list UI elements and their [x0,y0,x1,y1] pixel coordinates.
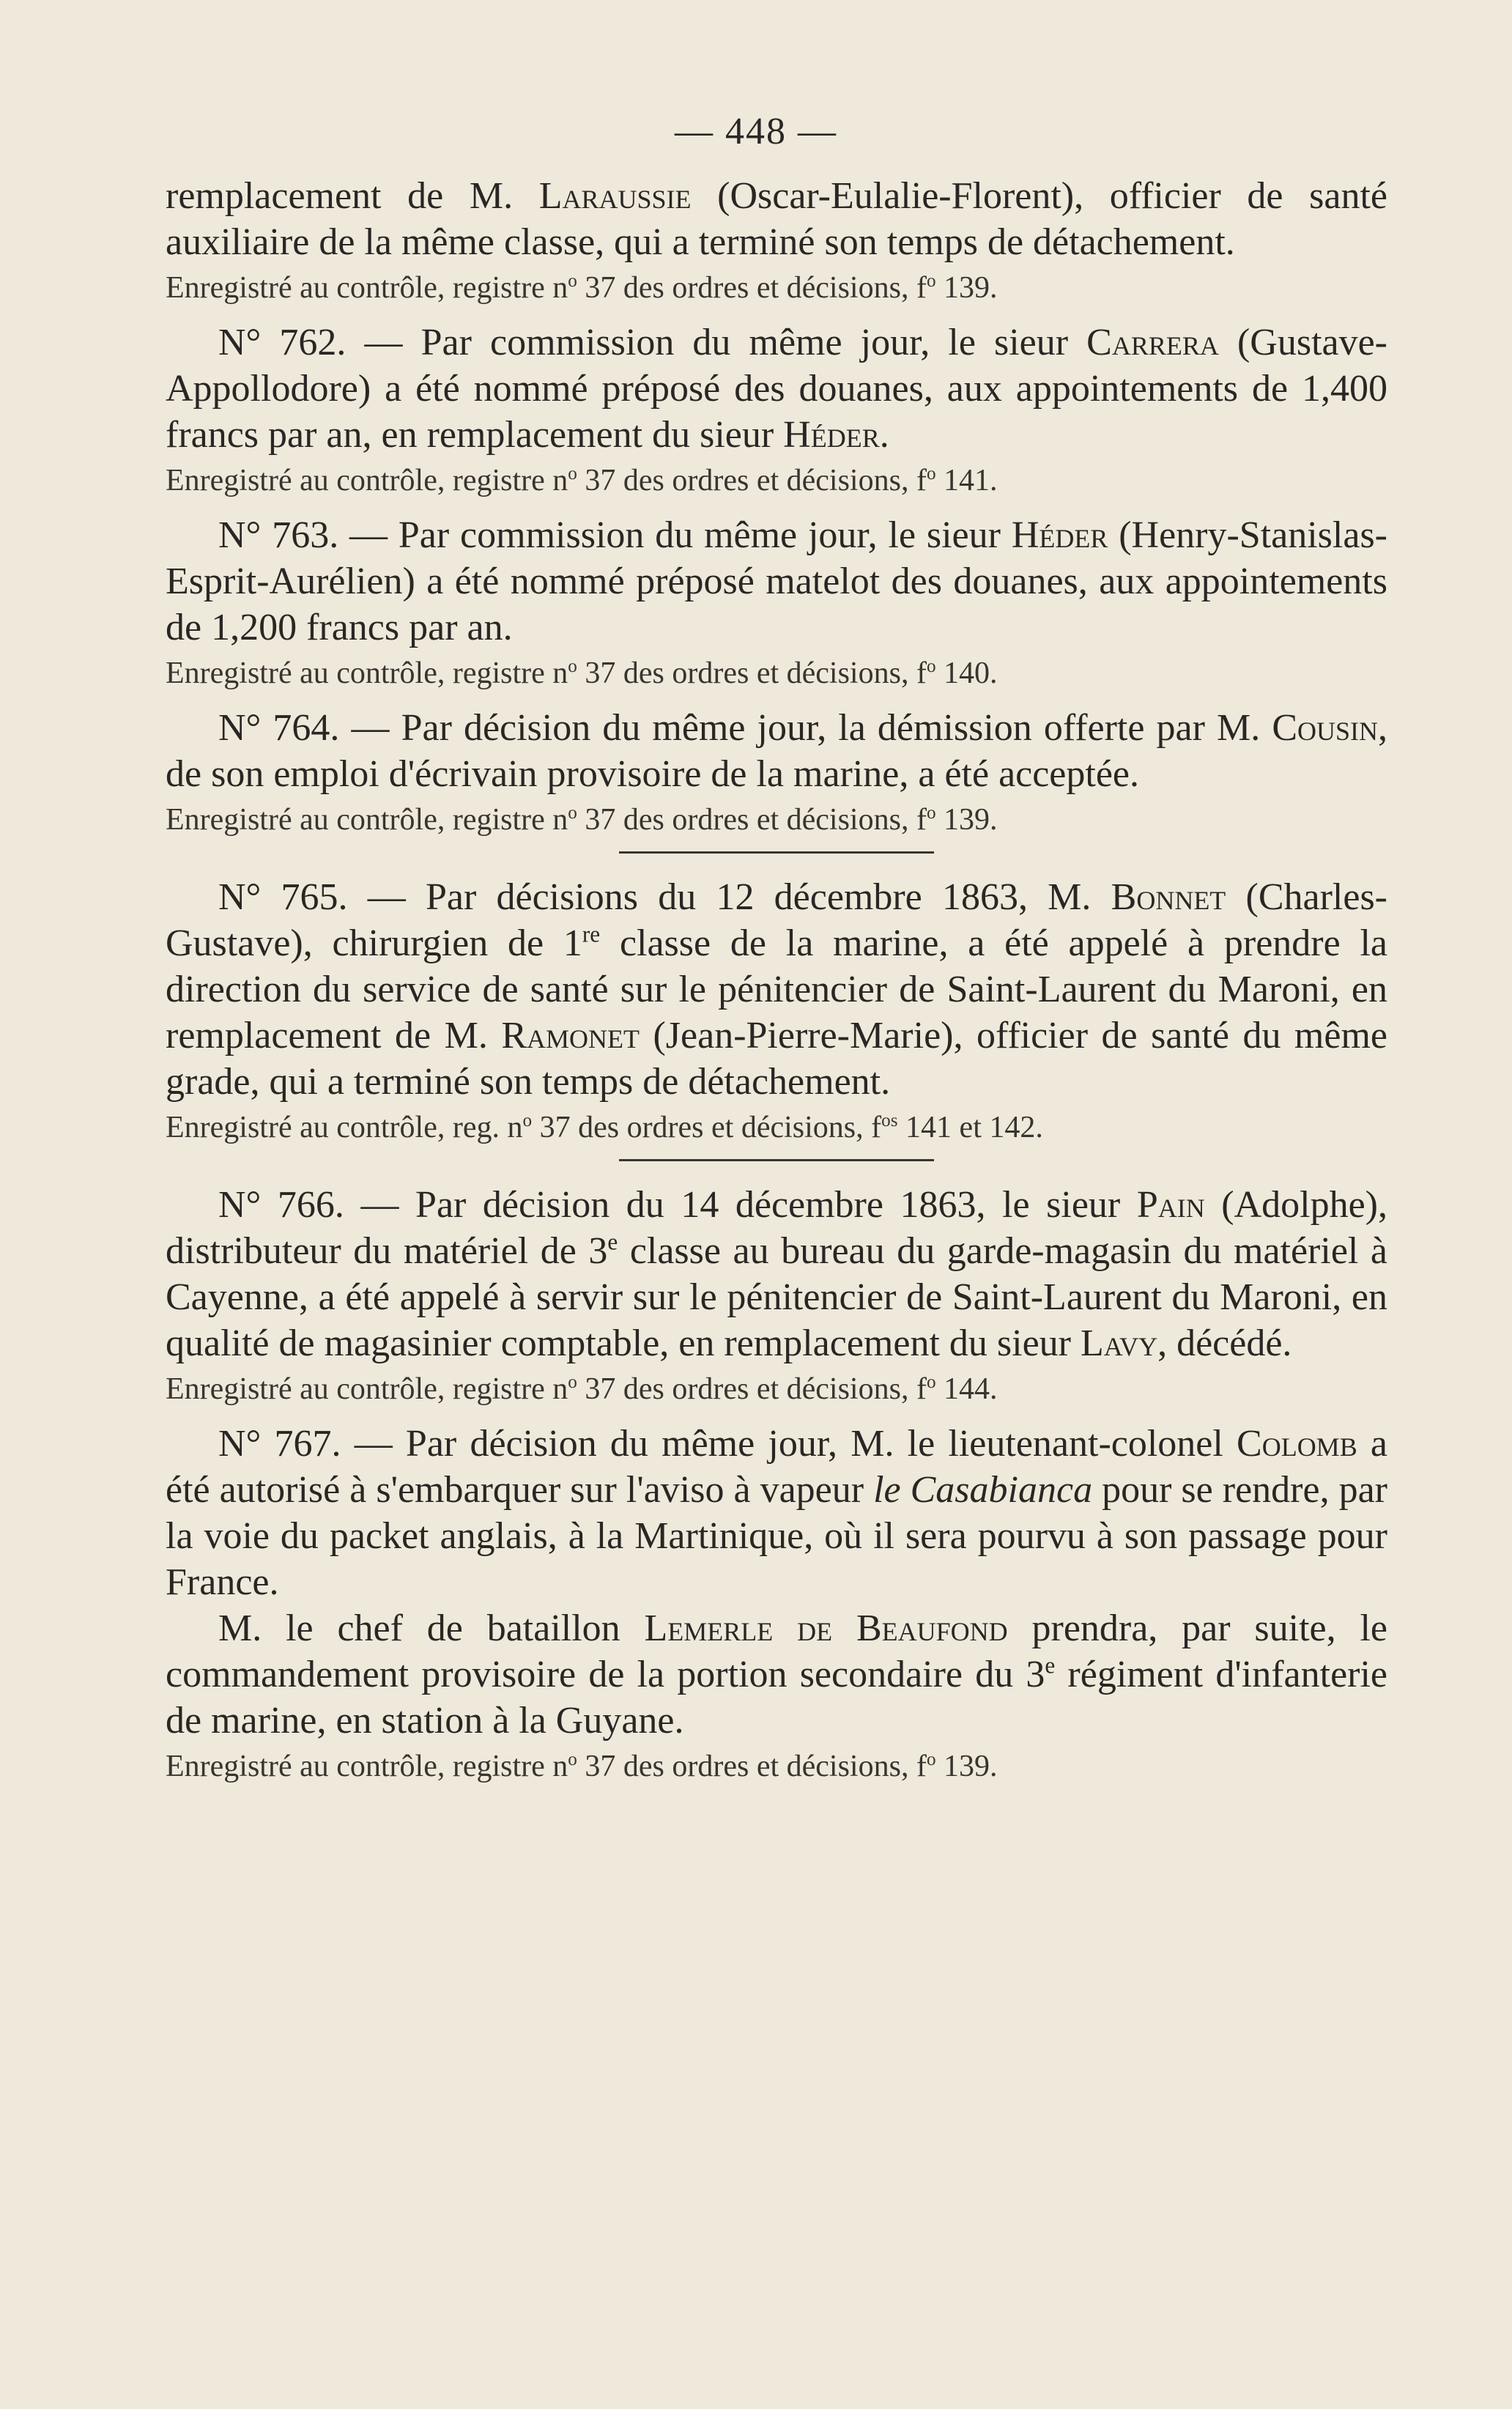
registration-note [166,1371,1387,1407]
superscript: o [522,1111,533,1131]
paragraph-continuation [166,173,1387,265]
text: Enregistré au contrôle, registre n [166,464,568,497]
superscript: o [926,803,936,823]
superscript: o [568,464,577,484]
page-number: — 448 — [675,111,837,152]
text: (Gustave-Appollodore) a été nommé préposé des douanes, aux appointements de 1,400 francs par an, en remplacement du sieur [166,322,1388,456]
text: (Adolphe), distributeur du matériel de 3 [166,1184,1387,1272]
text: Enregistré au contrôle, reg. n [166,1111,523,1144]
section-divider [619,1159,934,1161]
text: classe de la marine, a été appelé à prendre la direction du service de santé sur le pénitencier de Saint-Laurent du Maroni, en remplacement de M. [166,922,1387,1057]
registration-note [166,1748,1387,1785]
text: Enregistré au contrôle, registre n [166,656,568,690]
text: prendra, par suite, le commandement provisoire de la portion secondaire du 3 [166,1607,1387,1695]
text: 141 et 142. [897,1111,1043,1144]
superscript: o [568,803,577,823]
registration-note [166,462,1387,499]
text: N° 764. — Par décision du même jour, la démission offerte par M. [218,707,1272,749]
superscript: o [926,1750,936,1769]
person-name: Lemerle de Beaufond [644,1607,1008,1649]
text: N° 765. — Par décisions du 12 décembre 1863, M. [218,876,1111,918]
text: classe au bureau du garde-magasin du matériel à Cayenne, a été appelé à servir sur le pénitencier de Saint-Laurent du Maroni, en qualité de magasinier comptable, en remplacement du sieur [166,1230,1387,1364]
paragraph-764 [166,705,1387,797]
superscript: o [926,464,936,484]
text: Enregistré au contrôle, registre n [166,271,568,305]
text: N° 767. — Par décision du même jour, M. le lieutenant-colonel [218,1423,1237,1465]
registration-note [166,802,1387,838]
superscript: o [926,656,936,676]
person-name: Pain [1136,1184,1205,1226]
person-name: Cousin [1272,707,1378,749]
text: , de son emploi d'écrivain provisoire de la marine, a été acceptée. [166,707,1387,795]
ship-name: le Casabianca [873,1469,1093,1511]
paragraph-767-continued [166,1605,1387,1744]
text: N° 766. — Par décision du 14 décembre 1863, le sieur [218,1184,1137,1226]
text: Enregistré au contrôle, registre n [166,1750,568,1783]
text: N° 762. — Par commission du même jour, le sieur [218,322,1087,363]
superscript: o [568,1750,577,1769]
superscript: o [568,1372,577,1392]
person-name: Héder [1011,514,1108,556]
text: remplacement de M. [166,175,539,217]
paragraph-765 [166,874,1387,1105]
text: 37 des ordres et décisions, f [577,271,927,305]
text: Enregistré au contrôle, registre n [166,803,568,837]
text: . [879,414,889,456]
text: pour se rendre, par la voie du packet anglais, à la Martinique, où il sera pourvu à son passage pour France. [166,1469,1387,1603]
text: a été autorisé à s'embarquer sur l'aviso à vapeur [166,1423,1387,1511]
text: 37 des ordres et décisions, f [577,1750,927,1783]
section-divider [619,851,934,854]
text: 37 des ordres et décisions, f [577,803,927,837]
superscript: e [607,1229,618,1255]
superscript: o [926,1372,936,1392]
superscript: os [881,1111,898,1131]
text: M. le chef de bataillon [218,1607,645,1649]
text: régiment d'infanterie de marine, en station à la Guyane. [166,1654,1388,1742]
person-name: Héder [783,414,880,456]
text: , décédé. [1157,1322,1292,1364]
text: Enregistré au contrôle, registre n [166,1372,568,1406]
person-name: Carrera [1086,322,1219,363]
text: 144. [935,1372,998,1406]
text: 37 des ordres et décisions, f [577,1372,927,1406]
person-name: Bonnet [1111,876,1226,918]
superscript: o [568,656,577,676]
text: (Charles-Gustave), chirurgien de 1 [166,876,1388,964]
superscript: o [568,271,577,291]
registration-note [166,655,1387,692]
paragraph-762 [166,319,1387,458]
text: N° 763. — Par commission du même jour, le sieur [218,514,1012,556]
superscript: o [926,271,936,291]
text: 139. [935,1750,998,1783]
page-content [166,173,1387,1798]
superscript: e [1045,1652,1056,1679]
text: 140. [935,656,998,690]
text: 37 des ordres et décisions, f [532,1111,882,1144]
text: 37 des ordres et décisions, f [577,464,927,497]
person-name: Lavy [1080,1322,1158,1364]
paragraph-766 [166,1182,1387,1366]
text: (Jean-Pierre-Marie), officier de santé du même grade, qui a terminé son temps de détachement. [166,1015,1387,1103]
paragraph-763 [166,512,1387,651]
paragraph-767 [166,1421,1387,1605]
person-name: Laraussie [538,175,692,217]
registration-note [166,1109,1387,1146]
text: 139. [935,271,998,305]
person-name: Ramonet [501,1015,640,1057]
text: 141. [935,464,998,497]
superscript: re [582,921,601,947]
text: (Henry-Stanislas-Esprit-Aurélien) a été nommé préposé matelot des douanes, aux appointements de 1,200 francs par an. [166,514,1387,648]
text: (Oscar-Eulalie-Florent), officier de santé auxiliaire de la même classe, qui a terminé son temps de détachement. [166,175,1387,263]
text: 139. [935,803,998,837]
person-name: Colomb [1237,1423,1357,1465]
registration-note [166,270,1387,306]
text: 37 des ordres et décisions, f [577,656,927,690]
